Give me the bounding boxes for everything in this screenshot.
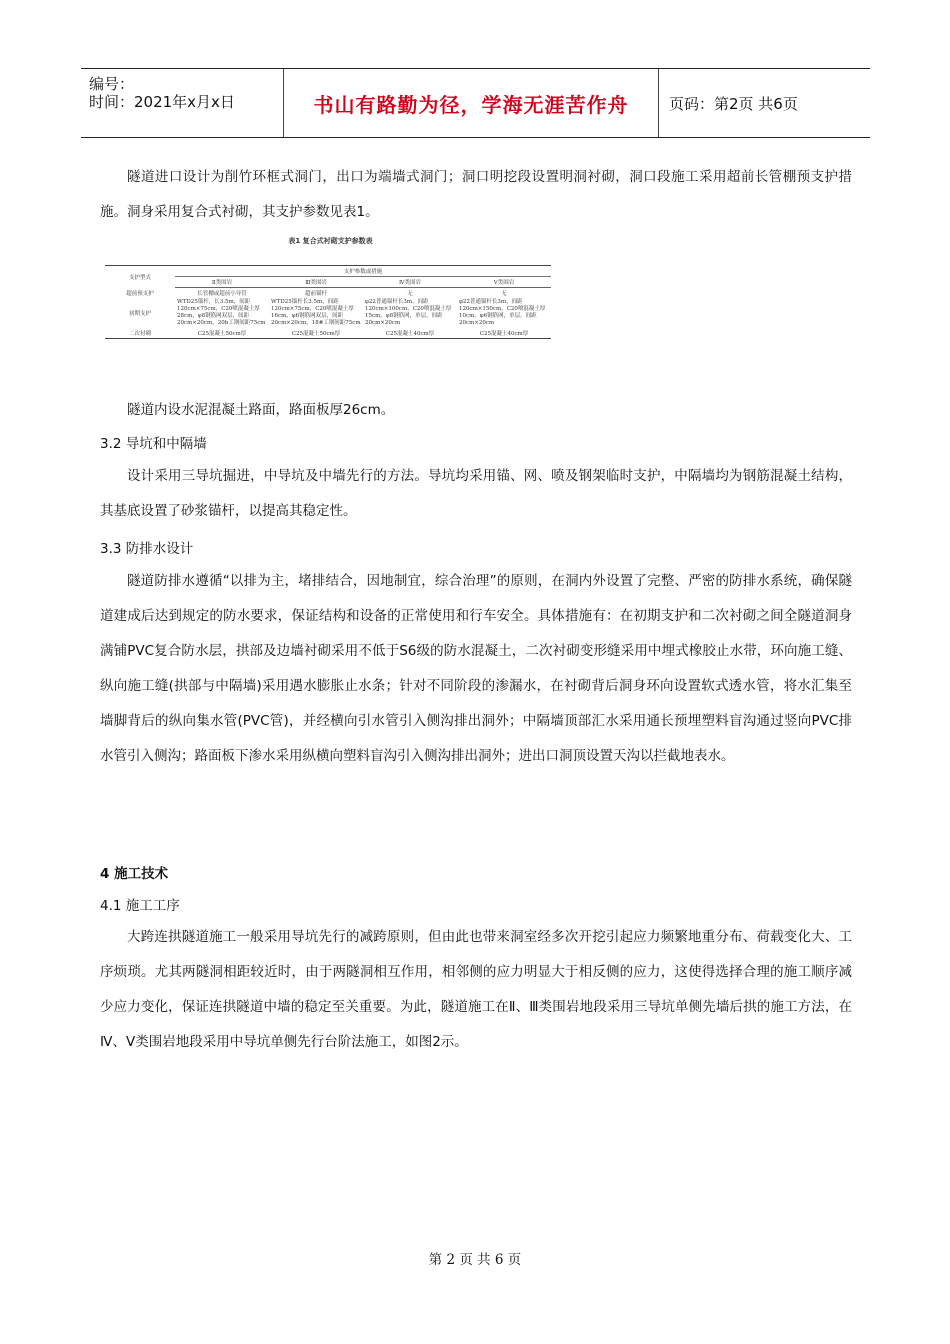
date-label: 时间：2021年x月x日 bbox=[89, 93, 235, 111]
support-parameter-table bbox=[105, 265, 551, 339]
paragraph-construction-sequence: 大跨连拱隧道施工一般采用导坑先行的减跨原则，但由此也带来洞室经多次开挖引起应力频繁地重分布、荷载变化大、工序烦琐。尤其两隧洞相距较近时，由于两隧洞相互作用，相邻侧的应力明显大于相反侧的应力，这使得选择合理的施工顺序减少应力变化，保证连拱隧道中墙的稳定至关重要。为此，隧道施工在Ⅱ、Ⅲ类围岩地段采用三导坑单侧先墙后拱的施工方法，在Ⅳ、Ⅴ类围岩地段采用中导坑单侧先行台阶法施工，如图2示。 bbox=[100, 929, 852, 1050]
table-caption: 表1 复合式衬砌支护参数表 bbox=[288, 237, 373, 245]
heading-3-2: 3.2 导坑和中隔墙 bbox=[100, 436, 207, 452]
col-class-4: Ⅳ类围岩 bbox=[363, 277, 457, 288]
col-support-type: 支护型式 bbox=[105, 266, 175, 288]
table-cell: C25混凝土40cm厚 bbox=[363, 328, 457, 339]
table-cell: C25混凝土40cm厚 bbox=[457, 328, 551, 339]
row-type: 超前预支护 bbox=[126, 290, 154, 297]
table-cell: C25混凝土50cm厚 bbox=[175, 328, 269, 339]
header-motto: 书山有路勤为径，学海无涯苦作舟 bbox=[313, 92, 629, 117]
table-cell: WTD25锚杆长3.5m，间距120cm×75cm，C20喷混凝土厚16cm，φ6钢筋网双层，间距20cm×20cm，18#工钢间距75cm bbox=[271, 299, 361, 326]
table-cell: φ22普通锚杆长3m，间距120cm×100cm，C20喷混凝土厚15cm，φ8钢筋网，单层，间距20cm×20cm bbox=[365, 299, 452, 326]
col-class-5: Ⅴ类围岩 bbox=[457, 277, 551, 288]
number-label: 编号： bbox=[89, 75, 135, 93]
table-cell: WTD25锚杆，长3.5m，间距120cm×75cm，C20喷混凝土厚28cm，φ8钢筋网双层，间距20cm×20cm，20b工钢间距75cm bbox=[177, 299, 266, 326]
paragraph-pilot-tunnel: 设计采用三导坑掘进，中导坑及中墙先行的方法。导坑均采用锚、网、喷及钢架临时支护，中隔墙均为钢筋混凝土结构，其基底设置了砂浆锚杆，以提高其稳定性。 bbox=[100, 468, 852, 519]
table-row bbox=[105, 288, 551, 299]
table-cell: φ22普通锚杆长3m，间距120cm×150cm，C20喷混凝土厚10cm，φ6钢筋网，单层，间距20cm×20cm bbox=[459, 299, 546, 326]
page-indicator: 页码：第2页 共6页 bbox=[669, 94, 798, 113]
paragraph-waterproofing: 隧道防排水遵循“以排为主，堵排结合，因地制宜，综合治理”的原则，在洞内外设置了完整、严密的防排水系统，确保隧道建成后达到规定的防水要求，保证结构和设备的正常使用和行车安全。具体措施有：在初期支护和二次衬砌之间全隧道洞身满铺PVC复合防水层，拱部及边墙衬砌采用不低于S6级的防水混凝土，二次衬砌变形缝采用中埋式橡胶止水带，环向施工缝、纵向施工缝(拱部与中隔墙)采用遇水膨胀止水条；针对不同阶段的渗漏水，在衬砌背后洞身环向设置软式透水管，将水汇集至墙脚背后的纵向集水管(PVC管)，并经横向引水管引入侧沟排出洞外；中隔墙顶部汇水采用通长预埋塑料盲沟通过竖向PVC排水管引入侧沟；路面板下渗水采用纵横向塑料盲沟引入侧沟排出洞外；进出口洞顶设置天沟以拦截地表水。 bbox=[100, 573, 852, 764]
table-cell: 超前锚杆 bbox=[304, 291, 327, 297]
paragraph-portal-design: 隧道进口设计为削竹环框式洞门，出口为端墙式洞门；洞口明挖段设置明洞衬砌，洞口段施工采用超前长管棚预支护措施。洞身采用复合式衬砌，其支护参数见表1。 bbox=[100, 169, 852, 220]
header-meta bbox=[81, 69, 284, 137]
page-footer: 第 2 页 共 6 页 bbox=[428, 1252, 522, 1268]
col-class-3: Ⅲ类围岩 bbox=[269, 277, 363, 288]
heading-4: 4 施工技术 bbox=[100, 866, 169, 882]
heading-3-3: 3.3 防排水设计 bbox=[100, 541, 194, 557]
page-header bbox=[81, 68, 870, 138]
row-type: 初期支护 bbox=[128, 311, 151, 317]
header-motto-cell bbox=[284, 69, 659, 137]
table-figure bbox=[101, 236, 560, 370]
table-cell: 无 bbox=[501, 291, 507, 297]
table-cell: 无 bbox=[407, 291, 413, 297]
table-cell: C25混凝土50cm厚 bbox=[269, 328, 363, 339]
heading-4-1: 4.1 施工工序 bbox=[100, 898, 180, 914]
paragraph-road-surface: 隧道内设水泥混凝土路面，路面板厚26cm。 bbox=[127, 402, 395, 418]
table-cell: 长管棚或超前小导管 bbox=[197, 291, 247, 297]
table-row bbox=[105, 298, 551, 328]
row-type: 二次衬砌 bbox=[105, 328, 175, 339]
table-row bbox=[105, 328, 551, 339]
col-class-2: Ⅱ类围岩 bbox=[175, 277, 269, 288]
col-parameters: 支护参数或措施 bbox=[175, 266, 551, 277]
